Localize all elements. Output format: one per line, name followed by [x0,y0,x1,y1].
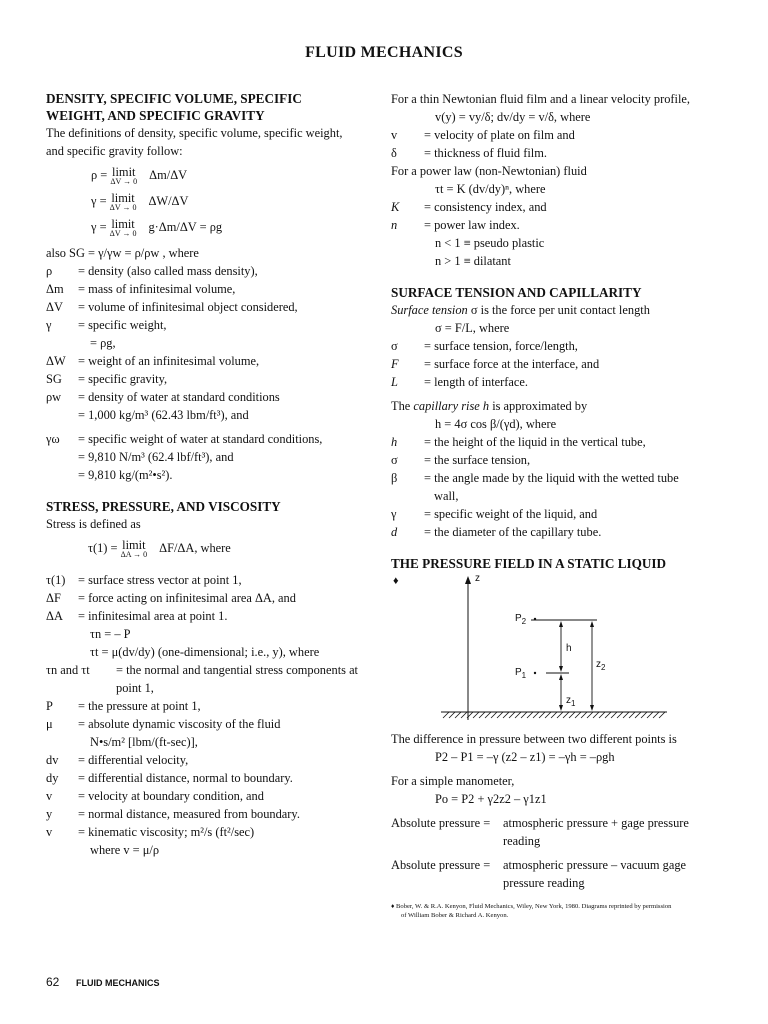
def-symbol: L [391,375,398,389]
power-law-equation: τt = K (dv/dy)ⁿ, where [435,182,546,196]
def-symbol: F [391,357,399,371]
gamma-w-value-2: = 9,810 kg/(m²•s²). [78,468,173,482]
z2-arrow-top [590,621,594,627]
limit-label: limit [112,165,136,179]
def-row [46,262,366,280]
z1-subscript: 1 [571,699,576,708]
ground-hatch [443,712,665,718]
surface-tension-equation: σ = F/L, where [435,321,510,335]
surface-tension-intro-text: σ is the force per unit contact length [467,303,650,317]
def-symbol: ΔA [46,609,63,623]
def-text: = differential velocity, [78,753,189,767]
def-text: = absolute dynamic viscosity of the fluid [78,717,281,731]
def-text: = the normal and tangential stress components at [116,663,359,677]
def-text: = density of water at standard conditions [78,390,280,404]
surface-tension-term: Surface tension [391,303,468,317]
def-symbol: dv [46,753,59,767]
def-text: = mass of infinitesimal volume, [78,282,236,296]
density-heading-line1: DENSITY, SPECIFIC VOLUME, SPECIFIC [46,91,302,106]
footnote [391,902,731,920]
def-row [391,198,731,216]
def-row [391,126,731,144]
abs-vacuum-continued: pressure reading [503,876,585,890]
def-text: = velocity at boundary condition, and [78,789,264,803]
def-row [391,373,731,391]
eq2-left: γ = [91,194,110,208]
limit-operator [110,218,137,238]
eq3-right: g·Δm/ΔV = ρg [148,220,223,234]
def-text: = the height of the liquid in the vertical tube, [424,435,646,449]
density-intro-2: and specific gravity follow: [46,144,183,158]
def-row [46,298,366,316]
def-text: = surface tension, force/length, [424,339,578,353]
surface-tension-heading: SURFACE TENSION AND CAPILLARITY [391,285,642,300]
stress-eq-right: ΔF/ΔA, where [159,541,231,555]
pseudo-plastic: n < 1 ≡ pseudo plastic [435,236,545,250]
p1-subscript: 1 [521,671,527,680]
limit-sub: ΔV → 0 [109,229,137,238]
def-text: = kinematic viscosity; m²/s (ft²/sec) [78,825,255,839]
def-row [46,280,366,298]
def-row [46,352,366,370]
z1-arrow-bottom [559,705,563,711]
def-row [391,337,731,355]
z1-letter: z [566,695,571,706]
def-symbol: ρw [46,390,62,404]
capillary-term: capillary rise h [413,399,490,413]
eq3-left: γ = [91,220,110,234]
footnote-line-2: of William Bober & Richard A. Kenyon. [401,912,509,919]
running-title: FLUID MECHANICS [76,978,160,988]
density-intro-1: The definitions of density, specific volume, specific weight, [46,126,343,140]
def-text: = surface force at the interface, and [424,357,600,371]
limit-operator [110,166,137,186]
def-symbol: n [391,218,398,232]
def-row [391,144,731,162]
def-symbol: τ(1) [46,573,66,587]
static-liquid-heading: THE PRESSURE FIELD IN A STATIC LIQUID [391,556,667,571]
z-axis-label: z [475,573,480,584]
eq1-left: ρ = [91,168,111,182]
def-symbol: β [391,471,398,485]
def-row [46,805,366,823]
tn-def-continued: point 1, [116,681,154,695]
z2-letter: z [596,659,601,670]
def-row [46,388,366,406]
capillary-intro-a: The [391,399,414,413]
p1-letter: P [515,667,522,678]
stress-equation [46,539,366,565]
limit-operator [121,539,147,559]
def-symbol: δ [391,146,397,160]
def-row [46,370,366,388]
def-row [391,523,731,541]
rho-g: = ρg, [90,336,116,350]
def-text: = surface stress vector at point 1, [78,573,242,587]
page-title: FLUID MECHANICS [305,44,463,61]
rho-w-value: = 1,000 kg/m³ (62.43 lbm/ft³), and [78,408,249,422]
def-row [46,751,366,769]
def-text: = weight of an infinitesimal volume, [78,354,260,368]
capillary-intro-b: is approximated by [489,399,588,413]
p1-label [515,664,526,682]
z2-label [596,656,605,674]
def-symbol: SG [46,372,62,386]
z1-label [566,692,575,710]
z2-arrow-bottom [590,705,594,711]
limit-sub: ΔA → 0 [120,550,148,559]
surface-tension-intro [391,301,731,319]
z2-subscript: 2 [601,663,606,672]
def-text: = thickness of fluid film. [424,146,547,160]
capillary-intro [391,397,731,415]
density-equation [46,166,366,192]
tau-n-equation: τn = – P [90,627,131,641]
manometer-equation: Po = P2 + γ2z2 – γ1z1 [435,792,547,806]
pressure-difference-equation: P2 – P1 = –γ (z2 – z1) = –γh = –ρgh [435,750,615,764]
z1-arrow-top [559,674,563,680]
h-label: h [566,643,572,654]
power-law-intro: For a power law (non-Newtonian) fluid [391,164,587,178]
pressure-difference-intro: The difference in pressure between two different points is [391,732,677,746]
def-symbol: τn and τt [46,663,90,677]
page-number: 62 [46,975,60,989]
def-row [46,589,366,607]
eq1-right: Δm/ΔV [149,168,188,182]
def-symbol: ρ [46,264,53,278]
p2-label [515,610,526,628]
def-row [391,469,731,487]
sg-definition: also SG = γ/γw = ρ/ρw , where [46,246,199,260]
footnote-line-1: ♦ Bober, W. & R.A. Kenyon, Fluid Mechanics, Wiley, New York, 1980. Diagrams reprinted by permission [391,903,672,910]
def-text: = the angle made by the liquid with the wetted tube [424,471,679,485]
def-symbol: v [46,825,53,839]
def-row [46,430,366,448]
def-text: = the pressure at point 1, [78,699,201,713]
def-symbol: v [391,128,398,142]
def-row [391,433,731,451]
def-text: = infinitesimal area at point 1. [78,609,228,623]
footnote-marker: ♦ [393,575,399,587]
def-symbol: μ [46,717,53,731]
manometer-intro: For a simple manometer, [391,774,515,788]
def-symbol: dy [46,771,59,785]
wall-continued: wall, [434,489,459,503]
absolute-pressure-vacuum [391,856,731,874]
left-column [46,90,366,859]
density-heading-line2: WEIGHT, AND SPECIFIC GRAVITY [46,108,265,123]
z-axis-arrow [465,576,471,584]
def-text: = force acting on infinitesimal area ΔA, and [78,591,296,605]
density-heading [46,90,366,124]
h-arrow-top [559,621,563,627]
stress-intro: Stress is defined as [46,517,141,531]
abs-value: atmospheric pressure – vacuum gage [503,858,687,872]
limit-label: limit [122,538,146,552]
def-text: = specific weight of water at standard conditions, [78,432,323,446]
def-text: = specific weight of the liquid, and [424,507,598,521]
def-text: = power law index. [424,218,520,232]
def-symbol: σ [391,339,398,353]
eq2-right: ΔW/ΔV [148,194,189,208]
def-symbol: Δm [46,282,64,296]
def-row [46,607,366,625]
mu-units: N•s/m² [lbm/(ft-sec)], [90,735,198,749]
def-text: = density (also called mass density), [78,264,258,278]
def-symbol: σ [391,453,398,467]
def-symbol: h [391,435,398,449]
def-text: = differential distance, normal to boundary. [78,771,293,785]
abs-label: Absolute pressure = [391,816,491,830]
def-row [46,823,366,841]
limit-label: limit [111,217,135,231]
def-row [391,505,731,523]
def-text: = specific weight, [78,318,167,332]
abs-value: atmospheric pressure + gage pressure [503,816,689,830]
def-symbol: ΔW [46,354,66,368]
capillary-equation: h = 4σ cos β/(γd), where [435,417,557,431]
pressure-diagram-svg [391,572,731,720]
def-symbol: ΔF [46,591,61,605]
abs-gage-continued: reading [503,834,541,848]
stress-eq-left: τ(1) = [88,541,121,555]
limit-operator [110,192,137,212]
def-text: = the diameter of the capillary tube. [424,525,602,539]
def-symbol: ΔV [46,300,63,314]
def-symbol: d [391,525,398,539]
tau-t-equation: τt = μ(dv/dy) (one-dimensional; i.e., y), where [90,645,320,659]
def-row [46,697,366,715]
def-row [46,715,366,733]
def-row [46,316,366,334]
limit-sub: ΔV → 0 [110,177,138,186]
def-row [46,769,366,787]
absolute-pressure-gage [391,814,731,832]
film-intro: For a thin Newtonian fluid film and a linear velocity profile, [391,92,691,106]
specific-weight-equation-2 [46,218,366,244]
def-symbol: P [46,699,53,713]
kinematic-viscosity-relation: where v = μ/ρ [90,843,160,857]
limit-label: limit [111,191,135,205]
def-symbol: γ [46,318,52,332]
right-column [391,90,731,892]
def-text: = volume of infinitesimal object considered, [78,300,298,314]
def-row [391,355,731,373]
def-text: = velocity of plate on film and [424,128,575,142]
def-row [46,661,366,679]
dilatant: n > 1 ≡ dilatant [435,254,511,268]
p1-point [534,672,536,674]
h-arrow-bottom [559,666,563,672]
def-row [391,216,731,234]
def-text: = specific gravity, [78,372,168,386]
specific-weight-equation [46,192,366,218]
limit-sub: ΔV → 0 [109,203,137,212]
abs-label: Absolute pressure = [391,858,491,872]
def-symbol: γ [391,507,397,521]
def-symbol: v [46,789,53,803]
def-symbol: K [391,200,400,214]
def-symbol: y [46,807,53,821]
def-text: = length of interface. [424,375,529,389]
p2-letter: P [515,613,522,624]
p2-point [534,618,536,620]
def-text: = consistency index, and [424,200,547,214]
gamma-w-value-1: = 9,810 N/m³ (62.4 lbf/ft³), and [78,450,234,464]
def-row [391,451,731,469]
stress-heading: STRESS, PRESSURE, AND VISCOSITY [46,499,281,514]
def-row [46,571,366,589]
film-equation: v(y) = vy/δ; dv/dy = v/δ, where [435,110,591,124]
def-text: = normal distance, measured from boundary. [78,807,300,821]
def-symbol: γω [46,432,60,446]
def-row [46,787,366,805]
def-text: = the surface tension, [424,453,531,467]
pressure-field-diagram [391,572,731,720]
density-defs [46,262,366,484]
p2-subscript: 2 [521,617,527,626]
